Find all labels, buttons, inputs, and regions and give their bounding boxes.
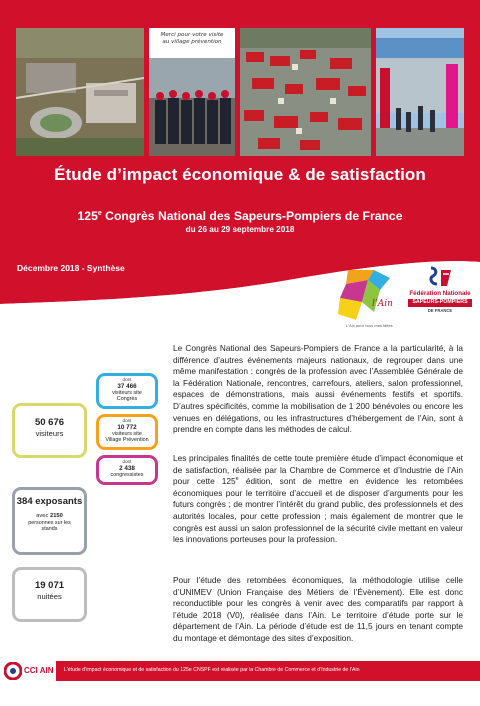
- subtitle-rest: Congrès National des Sapeurs-Pompiers de France: [101, 209, 403, 223]
- ain-tagline: L’Ain pour tous mes idées: [346, 324, 393, 328]
- p2-after: édition, sont de mettre en évidence les retombées économiques pour le territoire d’accueil et de disposer d’arguments pour les futurs congrès ; de montrer l’intérêt du grand public, des professionnels et des autorités locales, pour cette profession ; mais également de montrer que le congrès est aussi un salon professionnel de la sécurité civile mettant en valeur les innovations porteuses pour la profession.: [173, 476, 463, 545]
- paragraph-finalites: [173, 453, 463, 546]
- congressistes-label: congressistes: [110, 471, 144, 478]
- firefighters-photo: [149, 28, 235, 156]
- exposants-sub-prefix: avec: [36, 512, 49, 519]
- cci-ain-logo: [4, 660, 64, 682]
- village-label-2: Village Prévention: [105, 437, 149, 444]
- fed-line-2: SAPEURS-POMPIERS: [408, 299, 472, 306]
- federation-emblem-icon: [427, 266, 453, 288]
- fed-line-1: Fédération Nationale: [409, 290, 471, 297]
- site-congres-label-1: visiteurs site: [112, 389, 142, 396]
- cci-logo-text: CCI AIN: [24, 666, 54, 675]
- exposants-value: 384 exposants: [16, 496, 83, 507]
- synthese-label: Décembre 2018 - Synthèse: [17, 263, 125, 273]
- visiteurs-value: 50 676: [34, 417, 65, 428]
- stat-site-congres: [96, 373, 158, 409]
- subtitle-sup: e: [97, 209, 102, 217]
- visiteurs-label: visiteurs: [35, 428, 64, 438]
- congress-subtitle: [0, 209, 480, 223]
- stat-nuitees: [12, 567, 87, 622]
- village-prefix: dont: [122, 418, 132, 423]
- congress-dates: du 26 au 29 septembre 2018: [185, 225, 295, 234]
- paragraph-intro: Le Congrès National des Sapeurs-Pompiers de France a la particularité, à la différence d’autres événements majeurs nationaux, de regrouper dans une même manifestation : congrès de la profession avec l’Assemblée Générale de la Fédération Nationale, rencontres, carrefours, ateliers, salon professionnel, espaces de démonstrations, mais aussi événements festifs et sportifs. D’autres spécificités, comme la mobilisation de 1 200 bénévoles ou encore les venues en délégations, ou les infrastructures d’hébergement de l’Ain, sont à prendre en compte dans les méthodes de calcul.: [173, 343, 463, 435]
- footer-text: L’étude d’impact économique et de satisfaction du 125e CNSPF est réalisée par la Chambre de Commerce et d’Industrie de l’Ain: [64, 667, 360, 673]
- page-title: Étude d’impact économique & de satisfaction: [54, 165, 426, 184]
- village-label-1: visiteurs site: [112, 430, 142, 437]
- site-congres-prefix: dont: [122, 377, 132, 382]
- subtitle-number: 125: [77, 209, 98, 223]
- p2-sup: e: [235, 476, 239, 483]
- site-congres-value: 37 466: [117, 382, 137, 390]
- fed-line-3: DE FRANCE: [427, 307, 453, 313]
- cci-logo-icon: [4, 662, 22, 680]
- exposants-sub: [15, 513, 84, 520]
- congressistes-value: 2 438: [119, 464, 135, 472]
- site-congres-label-2: Congrès: [116, 396, 138, 403]
- banner-line-1: Merci pour votre visite: [160, 32, 224, 38]
- exposants-sub-3: stands: [41, 526, 58, 533]
- stat-village-prevention: [96, 414, 158, 450]
- banner-line-2: au village prévention: [162, 39, 222, 46]
- exhibition-photo: [376, 28, 464, 156]
- stat-visiteurs: [12, 403, 87, 458]
- village-value: 10 772: [117, 423, 137, 431]
- ain-brand-text: l’Ain: [372, 299, 393, 309]
- aerial-photo: [16, 28, 144, 156]
- vehicles-photo: [240, 28, 371, 156]
- exposants-sub-2: personnes sur les: [28, 519, 71, 526]
- exposants-sub-value: 2150: [49, 512, 63, 519]
- p2-before: Les principales finalités de cette toute première étude d’impact économique et de satisfaction, réalisée par la Chambre de Commerce et d’Industrie de l’Ain pour cette 125: [173, 453, 463, 487]
- paragraph-methodologie: Pour l’étude des retombées économiques, la méthodologie utilise celle d’UNIMEV (Union Française des Métiers de l’Évènement). Elle est donc reconductible pour les congrès à venir avec des comparatifs par rapport à l’étude 2018 (V0), réalisée dans l’Ain. Le territoire d’étude porte sur le département de l’Ain. La période d’étude est de 11,5 jours en tenant compte du montage et démontage des sites d’exposition.: [173, 575, 463, 643]
- stat-exposants: [12, 487, 87, 555]
- federation-logo: [408, 266, 472, 330]
- congressistes-prefix: dont: [122, 459, 132, 464]
- stat-congressistes: [96, 455, 158, 485]
- ain-logo: [334, 266, 404, 330]
- nuitees-value: 19 071: [34, 580, 65, 591]
- nuitees-label: nuitées: [37, 591, 62, 601]
